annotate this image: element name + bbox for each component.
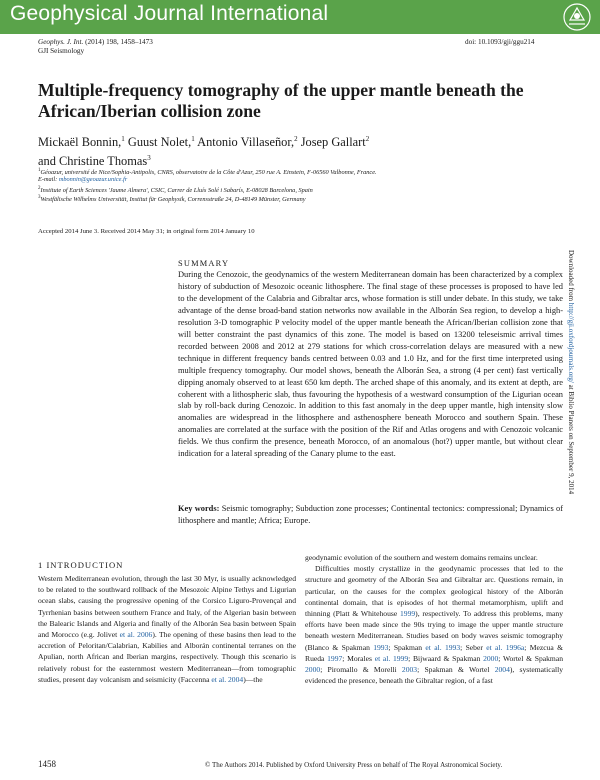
affiliation: $^3$Westfälische Wilhelms Universität, Institut für Geophysik, Corrensstraße 24, D-48149 Münster, Germany [38, 195, 306, 204]
citation: Geophys. J. Int. (2014) 198, 1458–1473 [38, 38, 153, 46]
article-title: Multiple-frequency tomography of the upper mantle beneath the African/Iberian collision zone [38, 80, 524, 121]
citation-link[interactable]: et al. 1999 [374, 653, 409, 663]
affiliation: $^2$Institute of Earth Sciences 'Jaume Almera', CSIC, Carrer de Lluís Solé i Sabarís, E-08028 Barcelona, Spain [38, 186, 313, 195]
author-list [38, 131, 558, 169]
citation-link[interactable]: 2000 [483, 653, 499, 663]
doi[interactable]: doi: 10.1093/gji/ggu214 [465, 38, 535, 46]
affiliation-email: E-mail: mbonnin@geoazur.unice.fr [38, 176, 128, 183]
article-dates: Accepted 2014 June 3. Received 2014 May 31; in original form 2014 January 10 [38, 228, 255, 235]
citation-link[interactable]: et al. 1996a [486, 642, 525, 652]
citation-link[interactable]: 2000 [305, 665, 321, 675]
copyright-notice: © The Authors 2014. Published by Oxford University Press on behalf of The Royal Astronomical Society. [205, 761, 503, 769]
summary-text: During the Cenozoic, the geodynamics of the western Mediterranean domain has been characterized by a complex history of subduction of Mesozoic oceanic lithosphere. The final stage of these processes is proposed to have led to the development of the Calabria and Gibraltar arcs, whose formation is still under debate. In this study, we take advantage of the dense broad-band station networks now available in the Alborán Sea region, to develop a high-resolution 3-D tomographic P velocity model of the upper mantle beneath the African/Iberian collision zone that will better constraint the past dynamics of this zone. The model is based on 13200 teleseismic arrival times recorded between 2008 and 2012 at 279 stations for which cross-correlation delays are measured with a new technique in different frequency bands centred between 0.03 and 1.0 Hz, and for the first time interpreted using multiple frequency tomography. Our model shows, beneath the Alborán Sea, a strong (4 per cent) fast vertically dipping anomaly observed to at least 650 km depth. The arched shape of this anomaly, and its extent at depth, are coherent with a lithospheric slab, thus favouring the hypothesis of a westward consumption of the Ligurian ocean slab by roll-back during Cenozoic. In addition to this fast anomaly in the deep upper mantle, high intensity slow anomalies are widespread in the lithosphere and asthenosphere beneath Morocco and southern Spain. These anomalies are correlated at the surface with the position of the Rif and Atlas orogens and with Cenozoic volcanic fields. We thus confirm the presence, beneath Morocco, of an anomalous (hot?) upper mantle, but without clear indication for a lateral spreading of the Canary plume to the east. [178, 270, 563, 459]
citation-link[interactable]: et al. 1993 [425, 642, 461, 652]
author: Mickaël Bonnin,$^1$ [38, 135, 125, 150]
section-heading-introduction: 1 INTRODUCTION [38, 560, 124, 570]
paragraph: geodynamic evolution of the southern and western domains remains unclear. [305, 553, 538, 562]
author: and Christine Thomas$^3$ [38, 154, 151, 169]
journal-banner [0, 0, 600, 34]
citation-link[interactable]: 2003 [401, 665, 418, 675]
ras-crest-icon [562, 2, 592, 32]
citation-link[interactable]: 1997 [327, 653, 343, 663]
citation-link[interactable]: et al. 2004 [211, 674, 244, 684]
paragraph: Difficulties mostly crystallize in the geodynamic processes that led to the structure and geometry of the Alborán Sea and Gibraltar arc. Questions remain, in particular, on the causes for the complex geological history of the Alborán continental domain, that is episodes of hot thermal metamorphism, uplift and thinning (Platt & Whitehouse 1999), respectively. To address this problems, many efforts have been made since the 90s trying to image the upper mantle structure beneath western Mediterranean. Studies based on body waves seismic tomography (Blanco & Spakman 1993; Spakman et al. 1993; Seber et al. 1996a; Mezcua & Rueda 1997; Morales et al. 1999; Bijwaard & Spakman 2000; Wortel & Spakman 2000; Piromallo & Morelli 2003; Spakman & Wortel 2004), systematically evidenced the presence, beneath the Gibraltar region, of a fast [305, 564, 563, 686]
intro-right-column [305, 552, 563, 686]
author: Antonio Villaseñor,$^2$ [197, 135, 298, 150]
citation-link[interactable]: 1993 [373, 642, 389, 652]
intro-left-column [38, 573, 296, 685]
page-number: 1458 [38, 759, 56, 769]
citation-link[interactable]: 2004 [494, 665, 510, 675]
download-link[interactable]: http://gji.oxfordjournals.org/ [567, 302, 575, 383]
download-note: Downloaded from http://gji.oxfordjournals.org/ at Biblio Planets on September 9, 2014 [567, 250, 575, 495]
author: Guust Nolet,$^1$ [127, 135, 195, 150]
summary-heading: SUMMARY [178, 259, 230, 268]
journal-name: Geophysical Journal International [10, 2, 329, 25]
keywords: Key words: Seismic tomography; Subduction zone processes; Continental tectonics: compressional; Dynamics of lithosphere and mantle; Africa; Europe. [178, 504, 563, 525]
section-label: GJI Seismology [38, 47, 85, 55]
affiliation: $^1$Géoazur, université de Nice/Sophia-Antipolis, CNRS, observatoire de la Côte d'Azur, 250 rue A. Einstein, F-06560 Valbonne, France. [38, 168, 377, 177]
citation-link[interactable]: 1999 [399, 609, 416, 619]
author: Josep Gallart$^2$ [300, 135, 370, 150]
email-link[interactable]: mbonnin@geoazur.unice.fr [58, 176, 128, 183]
paragraph: Western Mediterranean evolution, through the last 30 Myr, is usually acknowledged to be related to the southward rollback of the Mesozoic Alpine Tethys and Ligurian ocean slabs, causing the progressive opening of the Corsico Liguro-Provençal and Tyrrhenian basins between southern France and Italy, of the Algerian basin between the Balearic Islands and Algeria and finally of the Alborán Sea basin between Spain and Morocco (e.g. Jolivet et al. 2006). The opening of these basins then lead to the accretion of Peloritan/Calabrian, Kabilies and Alborán continental terranes on the Apulian, north African and Iberian margins, respectively. Though this scenario is relatively robust for the easternmost western Mediterranean—from tomographic studies, present day volcanism and seismicity (Faccenna et al. 2004)—the [38, 574, 297, 684]
citation-link[interactable]: et al. 2006 [119, 630, 153, 640]
